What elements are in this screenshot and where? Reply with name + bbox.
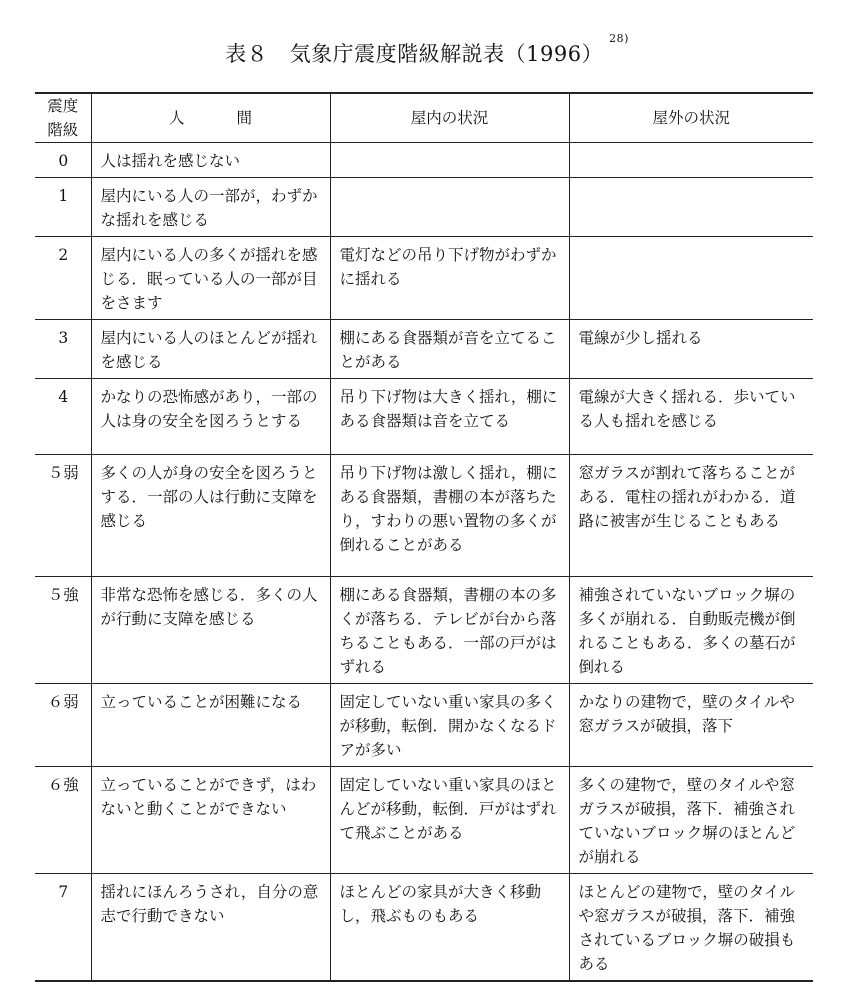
table-row bbox=[35, 143, 813, 178]
outdoor-cell bbox=[569, 178, 813, 237]
human-cell: 多くの人が身の安全を図ろうとする．一部の人は行動に支障を感じる bbox=[91, 455, 330, 577]
header-indoor: 屋内の状況 bbox=[330, 93, 569, 143]
grade-cell: 1 bbox=[35, 178, 91, 237]
table-row bbox=[35, 320, 813, 379]
table-row bbox=[35, 874, 813, 982]
human-cell: 屋内にいる人の一部が，わずかな揺れを感じる bbox=[91, 178, 330, 237]
table-caption bbox=[0, 32, 854, 68]
human-cell: 非常な恐怖を感じる．多くの人が行動に支障を感じる bbox=[91, 577, 330, 684]
grade-cell: 0 bbox=[35, 143, 91, 178]
caption-text: 表８ 気象庁震度階級解説表（1996） bbox=[225, 42, 604, 66]
outdoor-cell: ほとんどの建物で，壁のタイルや窓ガラスが破損，落下．補強されているブロック塀の破損もある bbox=[569, 874, 813, 982]
indoor-cell: 固定していない重い家具のほとんどが移動，転倒．戸がはずれて飛ぶことがある bbox=[330, 767, 569, 874]
table-header-row bbox=[35, 93, 813, 143]
human-cell: 屋内にいる人のほとんどが揺れを感じる bbox=[91, 320, 330, 379]
human-cell: 立っていることができず，はわないと動くことができない bbox=[91, 767, 330, 874]
table-row bbox=[35, 379, 813, 455]
indoor-cell bbox=[330, 143, 569, 178]
header-grade: 震度階級 bbox=[35, 93, 91, 143]
outdoor-cell: 電線が少し揺れる bbox=[569, 320, 813, 379]
table-row bbox=[35, 178, 813, 237]
outdoor-cell bbox=[569, 143, 813, 178]
grade-cell: ６弱 bbox=[35, 684, 91, 767]
grade-cell: ５強 bbox=[35, 577, 91, 684]
grade-cell: 7 bbox=[35, 874, 91, 982]
outdoor-cell: 電線が大きく揺れる．歩いている人も揺れを感じる bbox=[569, 379, 813, 455]
indoor-cell: 固定していない重い家具の多くが移動，転倒．開かなくなるドアが多い bbox=[330, 684, 569, 767]
grade-cell: 2 bbox=[35, 237, 91, 320]
table-row bbox=[35, 684, 813, 767]
indoor-cell bbox=[330, 178, 569, 237]
indoor-cell: 電灯などの吊り下げ物がわずかに揺れる bbox=[330, 237, 569, 320]
outdoor-cell: 窓ガラスが割れて落ちることがある．電柱の揺れがわかる．道路に被害が生じることもある bbox=[569, 455, 813, 577]
seismic-intensity-table bbox=[35, 92, 813, 982]
outdoor-cell: 補強されていないブロック塀の多くが崩れる．自動販売機が倒れることもある．多くの墓石が倒れる bbox=[569, 577, 813, 684]
table-row bbox=[35, 455, 813, 577]
grade-cell: ６強 bbox=[35, 767, 91, 874]
outdoor-cell: かなりの建物で，壁のタイルや窓ガラスが破損，落下 bbox=[569, 684, 813, 767]
human-cell: 立っていることが困難になる bbox=[91, 684, 330, 767]
outdoor-cell bbox=[569, 237, 813, 320]
indoor-cell: 吊り下げ物は激しく揺れ，棚にある食器類，書棚の本が落ちたり，すわりの悪い置物の多くが倒れることがある bbox=[330, 455, 569, 577]
header-human: 人間 bbox=[91, 93, 330, 143]
indoor-cell: ほとんどの家具が大きく移動し，飛ぶものもある bbox=[330, 874, 569, 982]
table-row bbox=[35, 237, 813, 320]
human-cell: かなりの恐怖感があり，一部の人は身の安全を図ろうとする bbox=[91, 379, 330, 455]
grade-cell: 4 bbox=[35, 379, 91, 455]
outdoor-cell: 多くの建物で，壁のタイルや窓ガラスが破損，落下．補強されていないブロック塀のほとんどが崩れる bbox=[569, 767, 813, 874]
grade-cell: 3 bbox=[35, 320, 91, 379]
header-outdoor: 屋外の状況 bbox=[569, 93, 813, 143]
human-cell: 人は揺れを感じない bbox=[91, 143, 330, 178]
human-cell: 屋内にいる人の多くが揺れを感じる．眠っている人の一部が目をさます bbox=[91, 237, 330, 320]
table-row bbox=[35, 577, 813, 684]
indoor-cell: 吊り下げ物は大きく揺れ，棚にある食器類は音を立てる bbox=[330, 379, 569, 455]
indoor-cell: 棚にある食器類が音を立てることがある bbox=[330, 320, 569, 379]
grade-cell: ５弱 bbox=[35, 455, 91, 577]
human-cell: 揺れにほんろうされ，自分の意志で行動できない bbox=[91, 874, 330, 982]
indoor-cell: 棚にある食器類，書棚の本の多くが落ちる．テレビが台から落ちることもある．一部の戸がはずれる bbox=[330, 577, 569, 684]
reference-superscript: 28) bbox=[609, 32, 629, 45]
table-row bbox=[35, 767, 813, 874]
